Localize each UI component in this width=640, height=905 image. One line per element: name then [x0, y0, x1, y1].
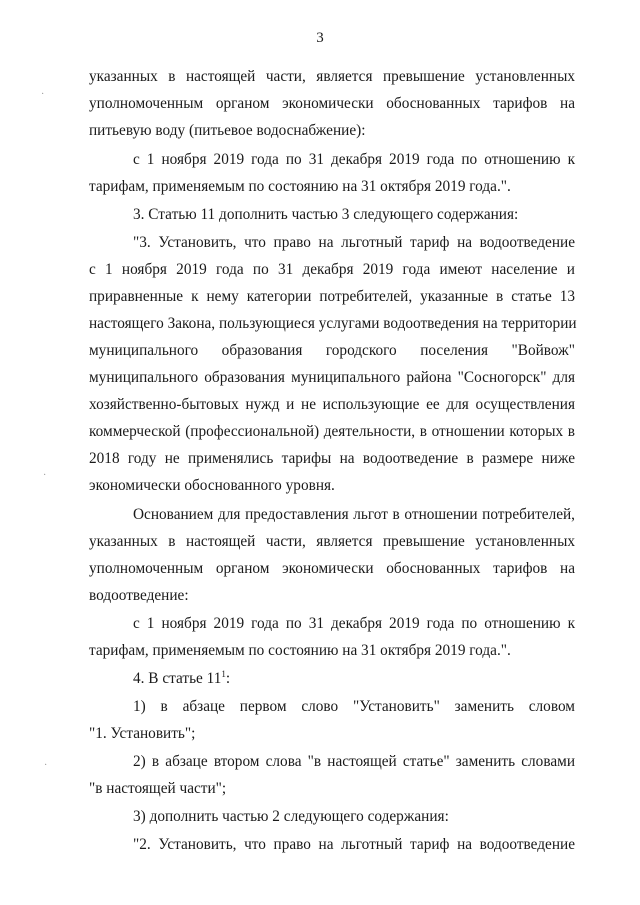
paragraph-line: указанных в настоящей части, является превышение установленных — [89, 68, 575, 85]
paragraph-line: "2. Установить, что право на льготный тариф на водоотведение — [133, 836, 575, 853]
paragraph-line: тарифам, применяемым по состоянию на 31 октября 2019 года.". — [89, 642, 511, 659]
paragraph-line: 3. Статью 11 дополнить частью 3 следующего содержания: — [133, 206, 519, 223]
paragraph-line: 1) в абзаце первом слово "Установить" заменить словом — [133, 698, 575, 715]
paragraph-line: водоотведение: — [89, 587, 189, 604]
scan-speck: · — [41, 89, 45, 100]
paragraph-line: уполномоченным органом экономически обоснованных тарифов на — [89, 95, 575, 112]
line-suffix: : — [225, 670, 231, 687]
paragraph-line: настоящего Закона, пользующиеся услугами водоотведения на территории — [89, 315, 577, 332]
paragraph-line: указанных в настоящей части, является превышение установленных — [89, 533, 575, 550]
superscript: 1 — [221, 669, 226, 679]
paragraph-line: с 1 ноября 2019 года по 31 декабря 2019 года имеют население и — [89, 261, 575, 278]
scan-speck: · — [44, 760, 48, 771]
paragraph-line: Основанием для предоставления льгот в отношении потребителей, — [133, 506, 575, 523]
paragraph-line: хозяйственно-бытовых нужд и не использующие ее для осуществления — [89, 396, 575, 413]
paragraph-line: муниципального образования городского поселения "Войвож" — [89, 342, 575, 359]
scan-speck: · — [43, 470, 47, 481]
paragraph-line: "3. Установить, что право на льготный тариф на водоотведение — [133, 234, 575, 251]
paragraph-line: 3) дополнить частью 2 следующего содержания: — [133, 808, 449, 825]
paragraph-line: с 1 ноября 2019 года по 31 декабря 2019 года по отношению к — [133, 151, 575, 168]
paragraph-line: питьевую воду (питьевое водоснабжение): — [89, 122, 366, 139]
line-text: 4. В статье 11 — [133, 670, 222, 687]
paragraph-line: уполномоченным органом экономически обоснованных тарифов на — [89, 560, 575, 577]
paragraph-line: 2018 году не применялись тарифы на водоотведение в размере ниже — [89, 450, 575, 467]
paragraph-line: тарифам, применяемым по состоянию на 31 октября 2019 года.". — [89, 178, 511, 195]
paragraph-line: 2) в абзаце втором слова "в настоящей статье" заменить словами — [133, 753, 575, 770]
paragraph-line: с 1 ноября 2019 года по 31 декабря 2019 года по отношению к — [133, 615, 575, 632]
paragraph-line: "в настоящей части"; — [89, 780, 227, 797]
paragraph-line: приравненные к нему категории потребителей, указанные в статье 13 — [89, 288, 575, 305]
paragraph-line: "1. Установить"; — [89, 725, 196, 742]
paragraph-line-with-superscript — [133, 669, 230, 689]
paragraph-line: коммерческой (профессиональной) деятельности, в отношении которых в — [89, 423, 575, 440]
page-number: 3 — [316, 30, 324, 46]
paragraph-line: муниципального образования муниципального района "Сосногорск" для — [89, 369, 575, 386]
paragraph-line: экономически обоснованного уровня. — [89, 477, 335, 494]
